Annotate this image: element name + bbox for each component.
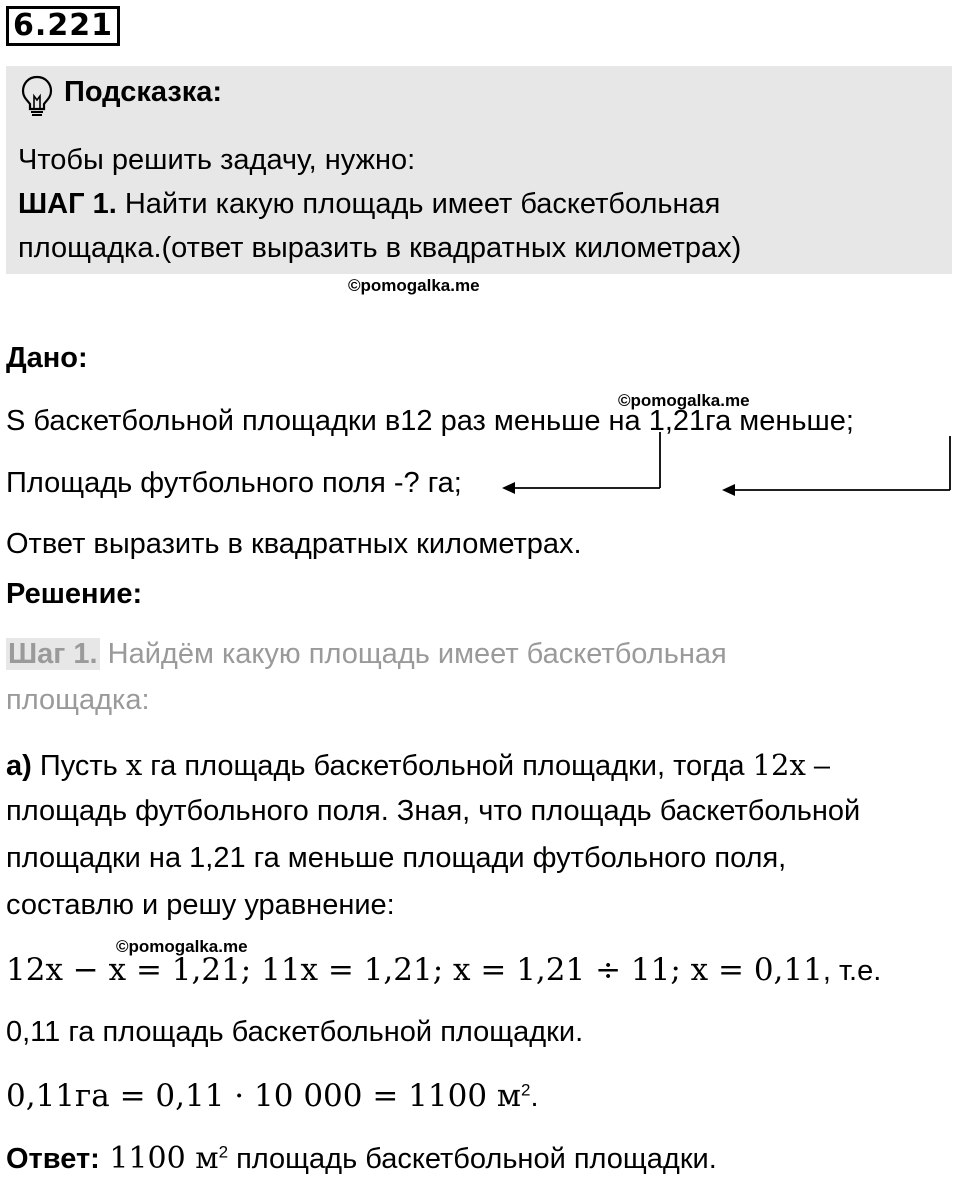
- watermark: ©pomogalka.me: [618, 391, 750, 410]
- answer-text: площадь баскетбольной площадки.: [228, 1143, 717, 1175]
- answer-exponent: 2: [218, 1142, 229, 1162]
- step-1-label: Шаг 1.: [8, 638, 98, 670]
- equation-line: [6, 952, 881, 988]
- equation: 12x − x = 1,21; 11x = 1,21; x = 1,21 ÷ 11; x = 0,11: [6, 952, 823, 988]
- equation-tail: , т.е.: [822, 955, 882, 987]
- relation-arrows: [0, 0, 960, 520]
- conversion-line: [6, 1078, 539, 1114]
- given-line-3: Ответ выразить в квадратных километрах.: [6, 528, 582, 560]
- watermark: ©pomogalka.me: [116, 937, 248, 956]
- solution-title: Решение:: [6, 578, 143, 610]
- given-title: Дано:: [6, 342, 88, 374]
- result-line: 0,11 га площадь баскетбольной площадки.: [6, 1016, 584, 1048]
- conversion-tail: .: [530, 1081, 539, 1113]
- answer-label: Ответ:: [6, 1143, 100, 1175]
- variable-x: x: [125, 748, 143, 782]
- answer-line: [6, 1141, 717, 1176]
- hint-line-1: Чтобы решить задачу, нужно:: [18, 144, 416, 176]
- part-a-text: Пусть: [31, 750, 126, 782]
- conversion-exponent: 2: [521, 1080, 531, 1100]
- part-a-line-4: составлю и решу уравнение:: [6, 889, 395, 921]
- hint-line-3: площадка.(ответ выразить в квадратных километрах): [18, 232, 742, 264]
- expression-12x: 12x: [752, 748, 806, 782]
- hint-step-label: ШАГ 1.: [18, 188, 117, 220]
- hint-step-text: Найти какую площадь имеет баскетбольная: [116, 188, 721, 220]
- answer-value: 1100 м: [99, 1141, 219, 1176]
- conversion: 0,11га = 0,11 · 10 000 = 1100 м: [6, 1078, 522, 1114]
- part-a-text: га площадь баскетбольной площадки, тогда: [142, 750, 753, 782]
- part-a-line-2: площадь футбольного поля. Зная, что площадь баскетбольной: [6, 795, 861, 827]
- watermark: ©pomogalka.me: [348, 276, 480, 295]
- part-a-line-1: [6, 748, 830, 783]
- part-a-line-3: площадки на 1,21 га меньше площади футбольного поля,: [6, 842, 787, 874]
- step-1-line: [6, 638, 727, 671]
- part-a-text: –: [805, 750, 830, 782]
- step-1-text: Найдём какую площадь имеет баскетбольная: [99, 638, 727, 670]
- given-line-1: S баскетбольной площадки в12 раз меньше на 1,21га меньше;: [6, 405, 854, 437]
- hint-title: Подсказка:: [64, 76, 223, 108]
- step-1-line-2: площадка:: [6, 684, 150, 716]
- problem-number: 6.221: [6, 6, 120, 46]
- part-a-label: а): [6, 750, 32, 782]
- given-line-2: Площадь футбольного поля -? га;: [6, 467, 462, 499]
